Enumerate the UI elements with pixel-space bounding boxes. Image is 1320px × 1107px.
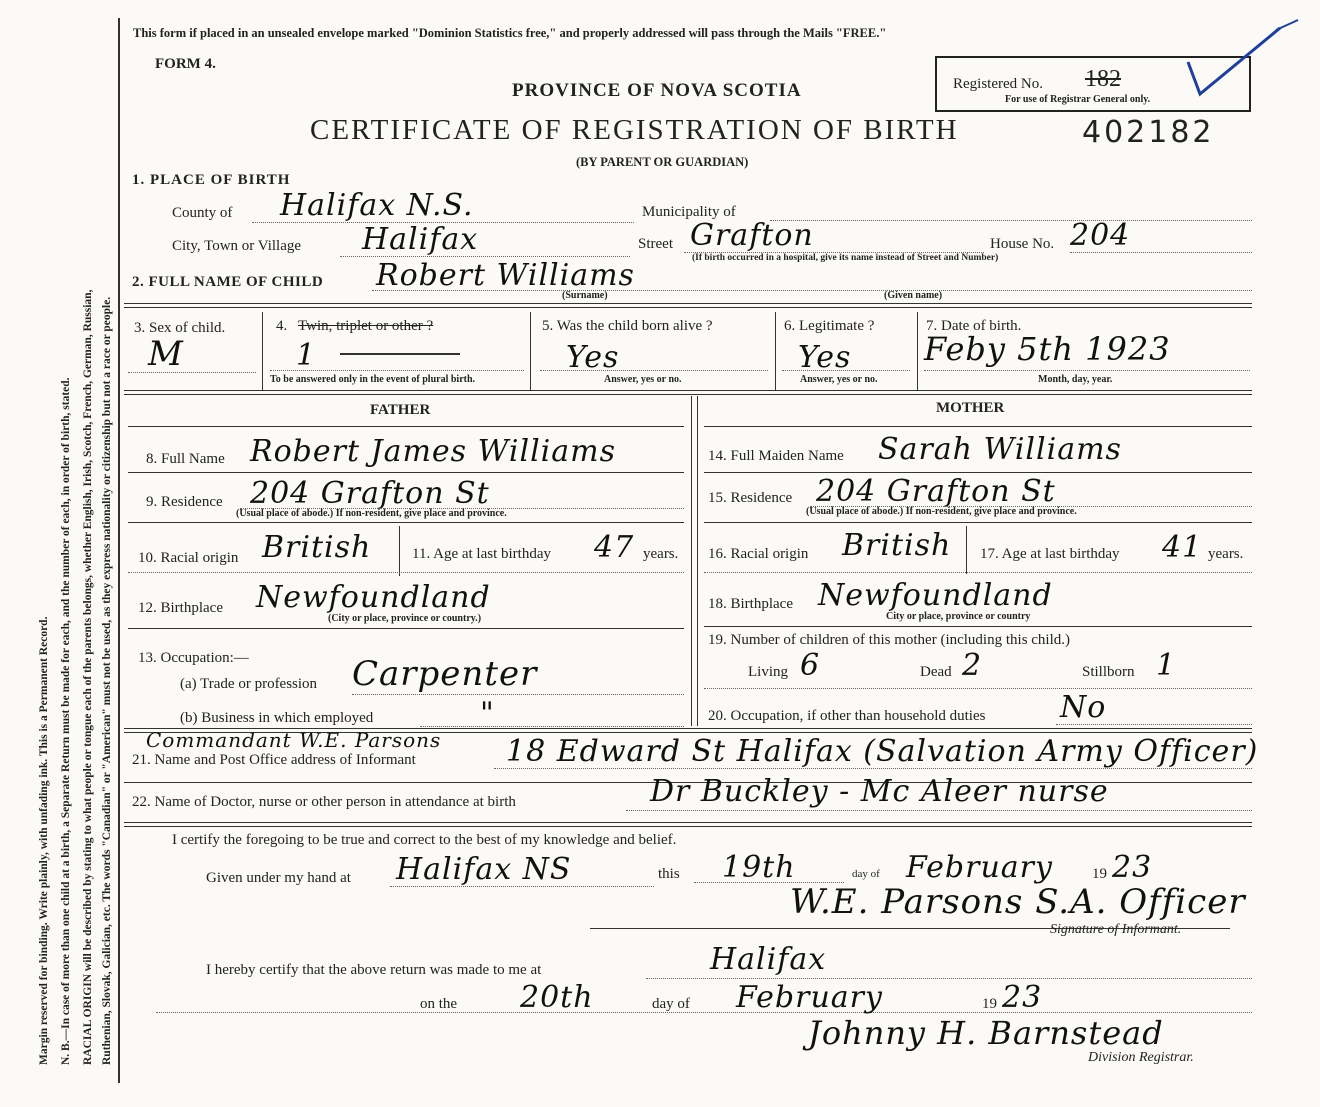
hospital-note: (If birth occurred in a hospital, give its name instead of Street and Number) [692, 253, 999, 263]
return-made-label: I hereby certify that the above return was made to me at [206, 962, 542, 978]
mother-residence-value: 204 Grafton St [816, 474, 1056, 509]
mail-notice: This form if placed in an unsealed envelope marked "Dominion Statistics free," and properly addressed will pass through the Mails "FREE." [133, 26, 887, 40]
street-value: Grafton [690, 218, 814, 253]
province-heading: PROVINCE OF NOVA SCOTIA [512, 80, 802, 101]
stillborn-label: Stillborn [1082, 664, 1135, 680]
legitimate-label: 6. Legitimate ? [784, 318, 875, 334]
doctor-value: Dr Buckley - Mc Aleer nurse [650, 774, 1109, 809]
living-label: Living [748, 664, 788, 680]
mother-age-value: 41 [1162, 530, 1203, 565]
twin-label: Twin, triplet or other ? [298, 318, 434, 334]
on-the-label: on the [420, 996, 458, 1012]
legitimate-note: Answer, yes or no. [800, 374, 878, 385]
registration-year-value: 23 [1002, 980, 1043, 1015]
mother-birthplace-value: Newfoundland [818, 578, 1053, 613]
sex-value: M [148, 334, 184, 374]
dead-value: 2 [962, 648, 983, 683]
mother-name-value: Sarah Williams [878, 432, 1122, 467]
living-value: 6 [800, 648, 821, 683]
city-label: City, Town or Village [172, 238, 302, 254]
given-year-value: 23 [1112, 850, 1153, 885]
father-occupation-label: 13. Occupation:— [138, 650, 249, 666]
father-racial-label: 10. Racial origin [138, 550, 239, 566]
date-of-birth-note: Month, day, year. [1038, 374, 1113, 385]
county-value: Halifax N.S. [280, 188, 474, 223]
legitimate-value: Yes [798, 340, 852, 375]
certificate-subtitle: (BY PARENT OR GUARDIAN) [576, 155, 749, 169]
alive-value: Yes [566, 340, 620, 375]
registered-value: 182 [1085, 66, 1121, 92]
registration-month-value: February [736, 980, 883, 1015]
business-value: " [480, 696, 495, 731]
children-label: 19. Number of children of this mother (including this child.) [708, 632, 1071, 648]
margin-line-3: RACIAL ORIGIN will be described by stating to what people or tongue each of the parents belongs, whether English, Irish, Scotch, French, German, Russian, [82, 289, 94, 1065]
mother-racial-value: British [842, 528, 952, 563]
given-day-of-label: day of [852, 868, 880, 880]
father-residence-value: 204 Grafton St [250, 476, 490, 511]
father-heading: FATHER [370, 402, 431, 418]
surname-caption: (Surname) [562, 290, 608, 301]
mother-occupation-label: 20. Occupation, if other than household duties [708, 708, 986, 724]
given-month-value: February [906, 850, 1053, 885]
date-of-birth-label: 7. Date of birth. [926, 318, 1022, 334]
mother-heading: MOTHER [936, 400, 1005, 416]
city-value: Halifax [362, 222, 479, 257]
child-name-label: 2. FULL NAME OF CHILD [132, 274, 324, 290]
alive-note: Answer, yes or no. [604, 374, 682, 385]
informant-signature-caption: Signature of Informant. [1050, 922, 1182, 937]
registration-day-value: 20th [520, 980, 594, 1015]
registrar-use-note: For use of Registrar General only. [1005, 94, 1151, 105]
checkmark-icon [1180, 18, 1310, 108]
given-year-prefix: 19 [1092, 866, 1107, 882]
father-age-value: 47 [594, 530, 635, 565]
given-name-caption: (Given name) [884, 290, 943, 301]
form-number: FORM 4. [155, 56, 216, 72]
child-name-value: Robert Williams [376, 258, 635, 293]
mother-residence-label: 15. Residence [708, 490, 793, 506]
dead-label: Dead [920, 664, 952, 680]
return-place-value: Halifax [710, 942, 827, 977]
certificate-number: 402182 [1082, 115, 1215, 150]
given-under-label: Given under my hand at [206, 870, 351, 886]
margin-rule [118, 18, 120, 1083]
mother-residence-note: (Usual place of abode.) If non-resident, give place and province. [806, 506, 1077, 517]
county-label: County of [172, 205, 233, 221]
certificate-title: CERTIFICATE OF REGISTRATION OF BIRTH [310, 114, 959, 146]
informant-label: 21. Name and Post Office address of Informant [132, 752, 416, 768]
house-number-label: House No. [990, 236, 1055, 252]
twin-value: 1 [296, 338, 317, 373]
mother-racial-label: 16. Racial origin [708, 546, 809, 562]
certify-statement: I certify the foregoing to be true and correct to the best of my knowledge and belief. [172, 832, 677, 848]
father-residence-note: (Usual place of abode.) If non-resident, give place and province. [236, 508, 507, 519]
business-label: (b) Business in which employed [180, 710, 374, 726]
mother-years: years. [1208, 546, 1244, 562]
father-years: years. [643, 546, 679, 562]
stillborn-value: 1 [1156, 648, 1177, 683]
place-of-birth-heading: 1. PLACE OF BIRTH [132, 172, 291, 188]
father-birthplace-label: 12. Birthplace [138, 600, 223, 616]
trade-value: Carpenter [352, 654, 538, 694]
informant-address-value: 18 Edward St Halifax (Salvation Army Officer) [506, 734, 1259, 769]
father-birthplace-note: (City or place, province or country.) [328, 613, 482, 624]
registrar-caption: Division Registrar. [1088, 1050, 1194, 1065]
mother-birthplace-label: 18. Birthplace [708, 596, 793, 612]
mother-age-label: 17. Age at last birthday [980, 546, 1120, 562]
twin-number: 4. [276, 318, 288, 334]
father-residence-label: 9. Residence [146, 494, 223, 510]
house-number-value: 204 [1070, 218, 1131, 253]
doctor-label: 22. Name of Doctor, nurse or other person in attendance at birth [132, 794, 516, 810]
informant-name-value: Commandant W.E. Parsons [146, 728, 442, 752]
registration-day-of-label: day of [652, 996, 690, 1012]
margin-line-1: Margin reserved for binding. Write plainly, with unfading ink. This is a Permanent Record. [38, 616, 50, 1065]
street-label: Street [638, 236, 673, 252]
father-name-label: 8. Full Name [146, 451, 225, 467]
registration-year-prefix: 19 [982, 996, 997, 1012]
margin-line-2: N. B.—In case of more than one child at a birth, a Separate Return must be made for each, and the number of each, in order of birth, stated. [60, 377, 72, 1065]
municipality-label: Municipality of [642, 204, 736, 220]
registered-label: Registered No. [953, 76, 1043, 92]
twin-note: To be answered only in the event of plural birth. [270, 374, 476, 385]
mother-name-label: 14. Full Maiden Name [708, 448, 844, 464]
trade-label: (a) Trade or profession [180, 676, 318, 692]
margin-line-4: Ruthenian, Slovak, Galician, etc. The words "Canadian" or "American" must not be used, as they express nationality or citizenship but not a race or people. [101, 296, 113, 1065]
given-place-value: Halifax NS [396, 852, 572, 887]
informant-signature: W.E. Parsons S.A. Officer [790, 882, 1246, 922]
given-day-value: 19th [722, 850, 796, 885]
father-name-value: Robert James Williams [250, 434, 616, 469]
father-birthplace-value: Newfoundland [256, 580, 491, 615]
mother-birthplace-note: City or place, province or country [886, 611, 1031, 622]
registrar-signature: Johnny H. Barnstead [808, 1014, 1164, 1052]
date-of-birth-value: Feby 5th 1923 [924, 330, 1171, 368]
this-label: this [658, 866, 680, 882]
father-racial-value: British [262, 530, 372, 565]
father-age-label: 11. Age at last birthday [412, 546, 551, 562]
sex-label: 3. Sex of child. [134, 320, 226, 336]
alive-label: 5. Was the child born alive ? [542, 318, 713, 334]
mother-occupation-value: No [1060, 690, 1107, 725]
